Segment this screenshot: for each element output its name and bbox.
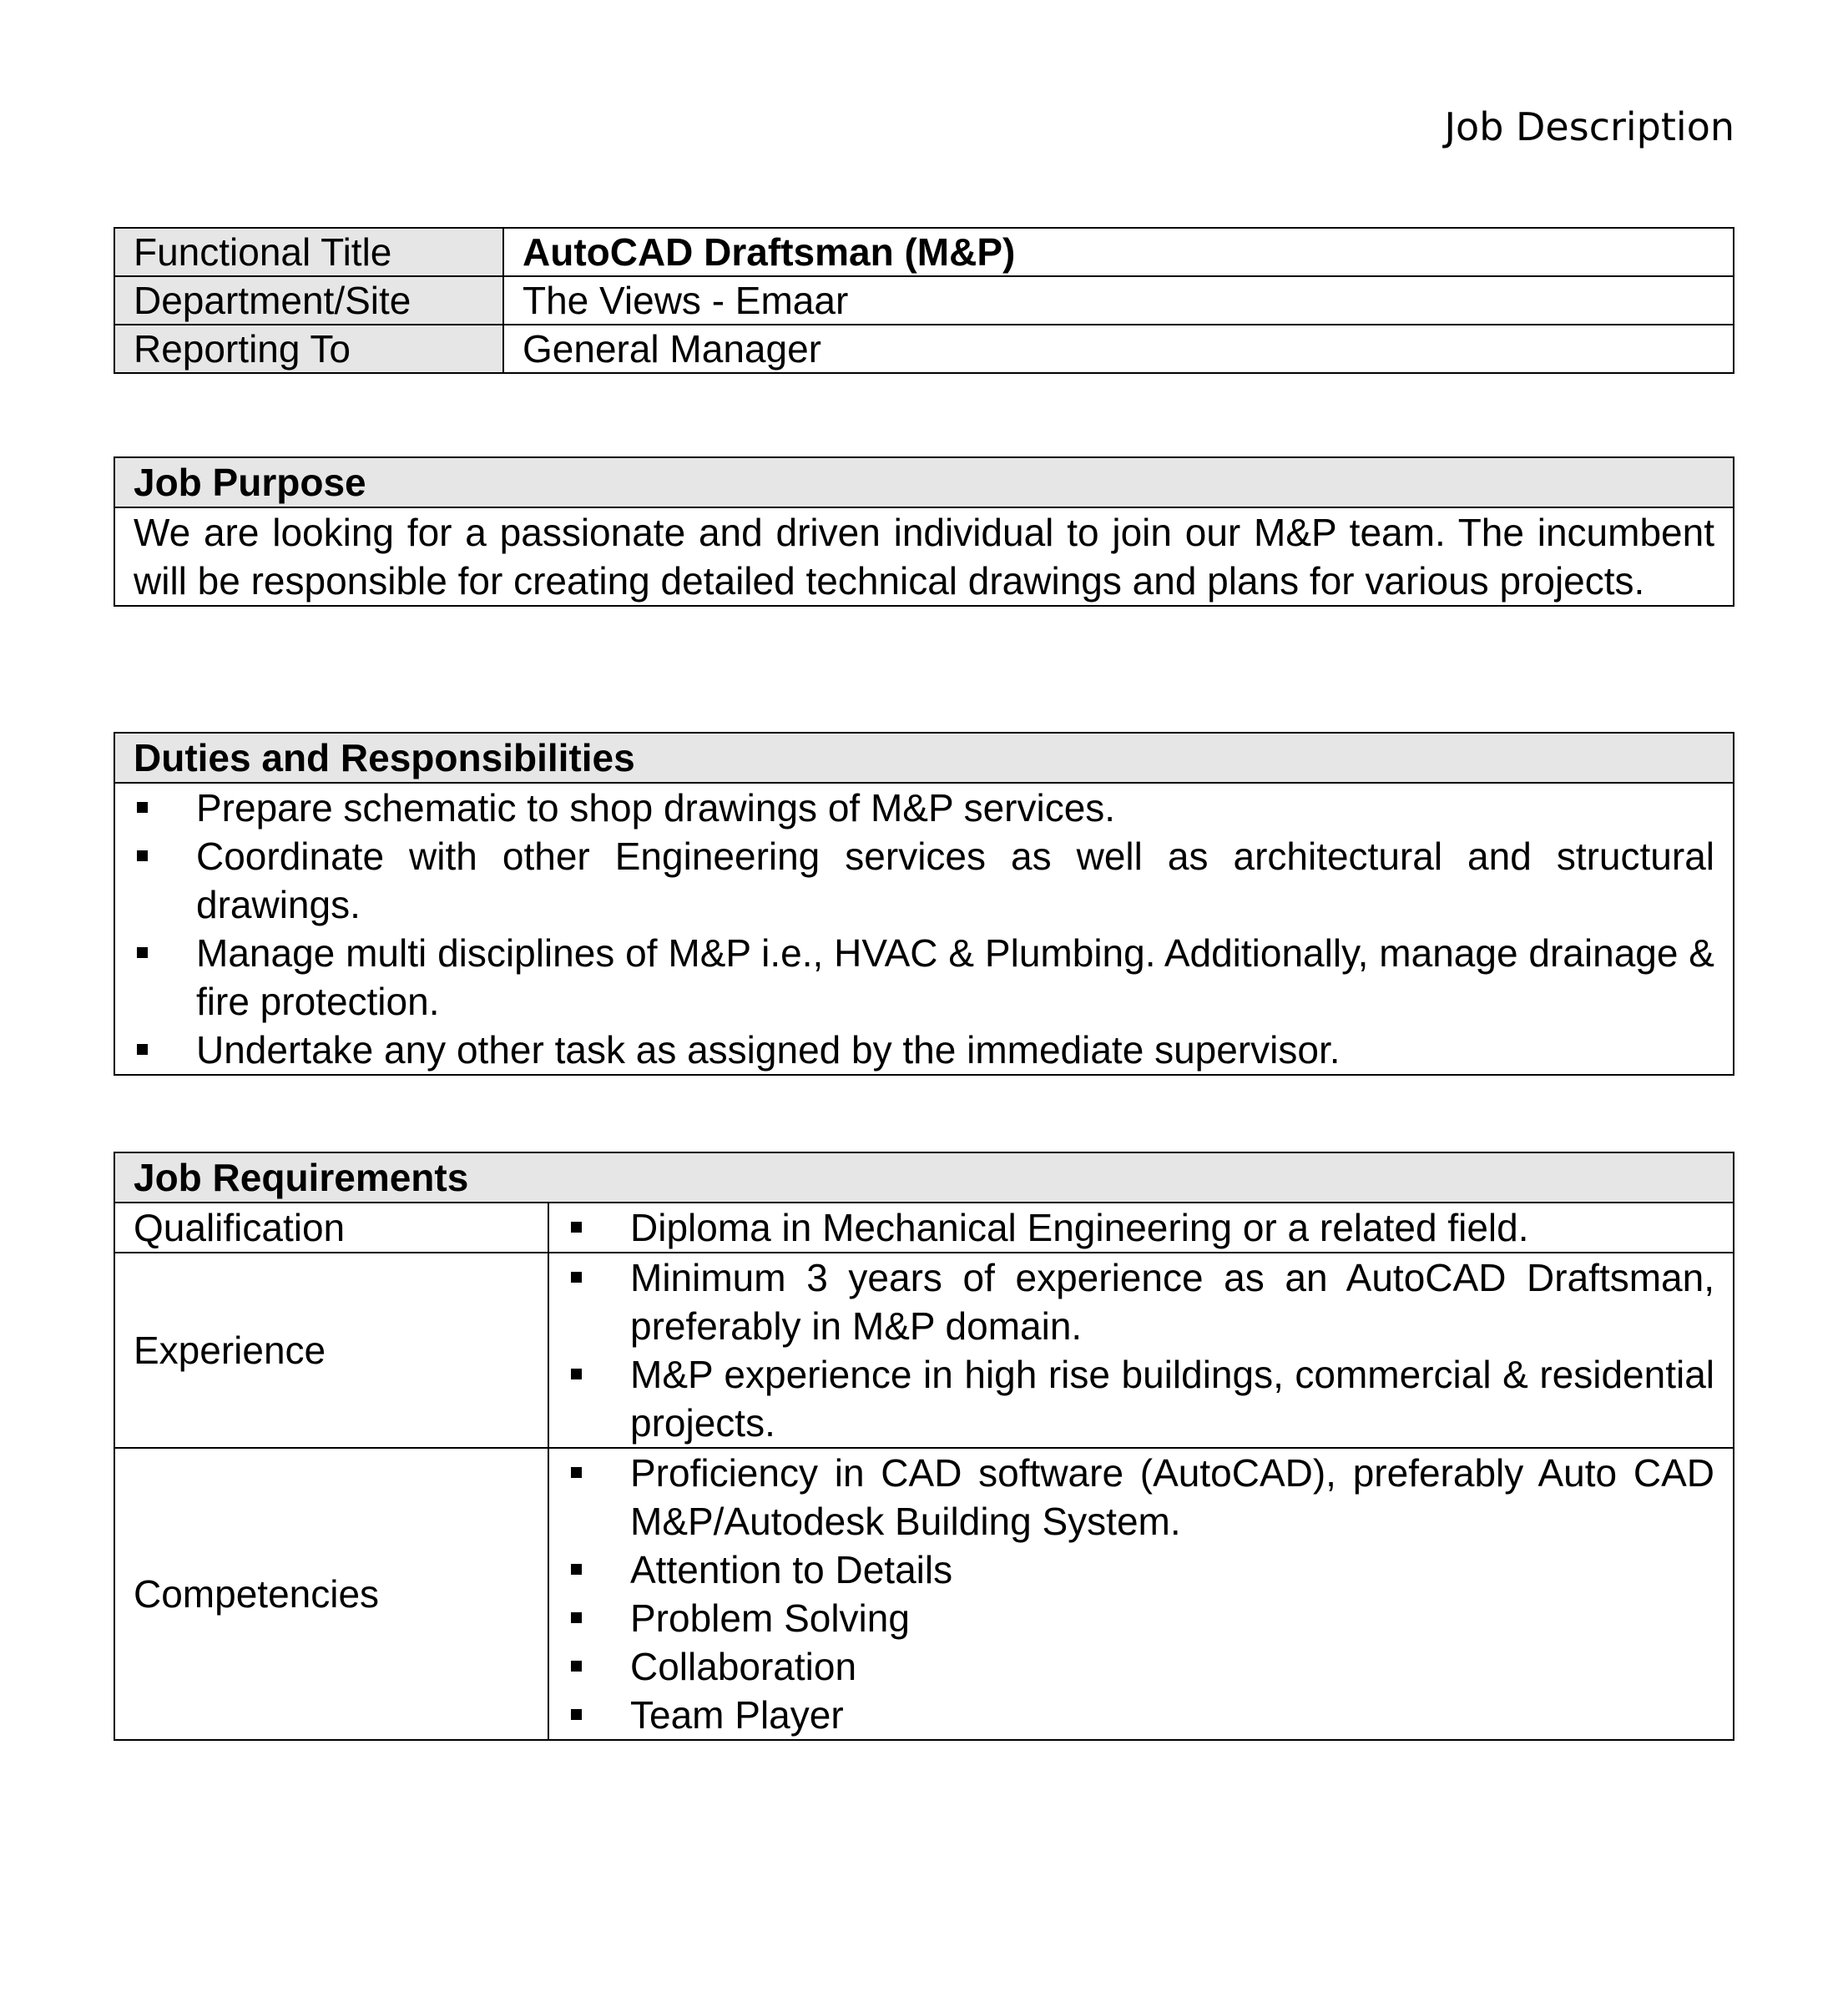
functional-title-label: Functional Title	[114, 228, 503, 276]
experience-row	[114, 1253, 1734, 1448]
duties-heading: Duties and Responsibilities	[114, 733, 1734, 783]
qualification-label: Qualification	[114, 1203, 548, 1253]
qualification-list	[568, 1203, 1714, 1252]
job-purpose-text: We are looking for a passionate and driven individual to join our M&P team. The incumbent will be responsible for creating detailed technical drawings and plans for various projects.	[114, 507, 1734, 606]
reporting-to-label: Reporting To	[114, 325, 503, 373]
competencies-row	[114, 1448, 1734, 1740]
duty-item: Prepare schematic to shop drawings of M&P services.	[134, 784, 1714, 832]
functional-title-value: AutoCAD Draftsman (M&P)	[503, 228, 1734, 276]
duty-item: Coordinate with other Engineering services as well as architectural and structural drawings.	[134, 832, 1714, 929]
qualification-row	[114, 1203, 1734, 1253]
experience-item: Minimum 3 years of experience as an AutoCAD Draftsman, preferably in M&P domain.	[568, 1253, 1714, 1350]
duties-list-cell	[114, 783, 1734, 1075]
job-requirements-table	[114, 1152, 1734, 1741]
competency-item: Attention to Details	[568, 1546, 1714, 1594]
requirements-heading: Job Requirements	[114, 1152, 1734, 1203]
reporting-to-value: General Manager	[503, 325, 1734, 373]
info-row-department	[114, 276, 1734, 325]
department-label: Department/Site	[114, 276, 503, 325]
competency-item: Team Player	[568, 1691, 1714, 1739]
qualification-item: Diploma in Mechanical Engineering or a related field.	[568, 1203, 1714, 1252]
experience-item: M&P experience in high rise buildings, commercial & residential projects.	[568, 1350, 1714, 1447]
job-info-table	[114, 227, 1734, 374]
info-row-reporting-to	[114, 325, 1734, 373]
competency-item: Proficiency in CAD software (AutoCAD), preferably Auto CAD M&P/Autodesk Building System.	[568, 1449, 1714, 1546]
job-purpose-table	[114, 456, 1734, 607]
competency-item: Problem Solving	[568, 1594, 1714, 1642]
duties-table	[114, 732, 1734, 1076]
competencies-list	[568, 1449, 1714, 1739]
experience-list	[568, 1253, 1714, 1447]
duties-list	[134, 784, 1714, 1074]
department-value: The Views - Emaar	[503, 276, 1734, 325]
info-row-functional-title	[114, 228, 1734, 276]
job-purpose-heading: Job Purpose	[114, 457, 1734, 507]
duty-item: Manage multi disciplines of M&P i.e., HVAC & Plumbing. Additionally, manage drainage & fire protection.	[134, 929, 1714, 1026]
competency-item: Collaboration	[568, 1642, 1714, 1691]
duty-item: Undertake any other task as assigned by the immediate supervisor.	[134, 1026, 1714, 1074]
document-title: Job Description	[1444, 104, 1734, 149]
competencies-label: Competencies	[114, 1448, 548, 1740]
experience-label: Experience	[114, 1253, 548, 1448]
